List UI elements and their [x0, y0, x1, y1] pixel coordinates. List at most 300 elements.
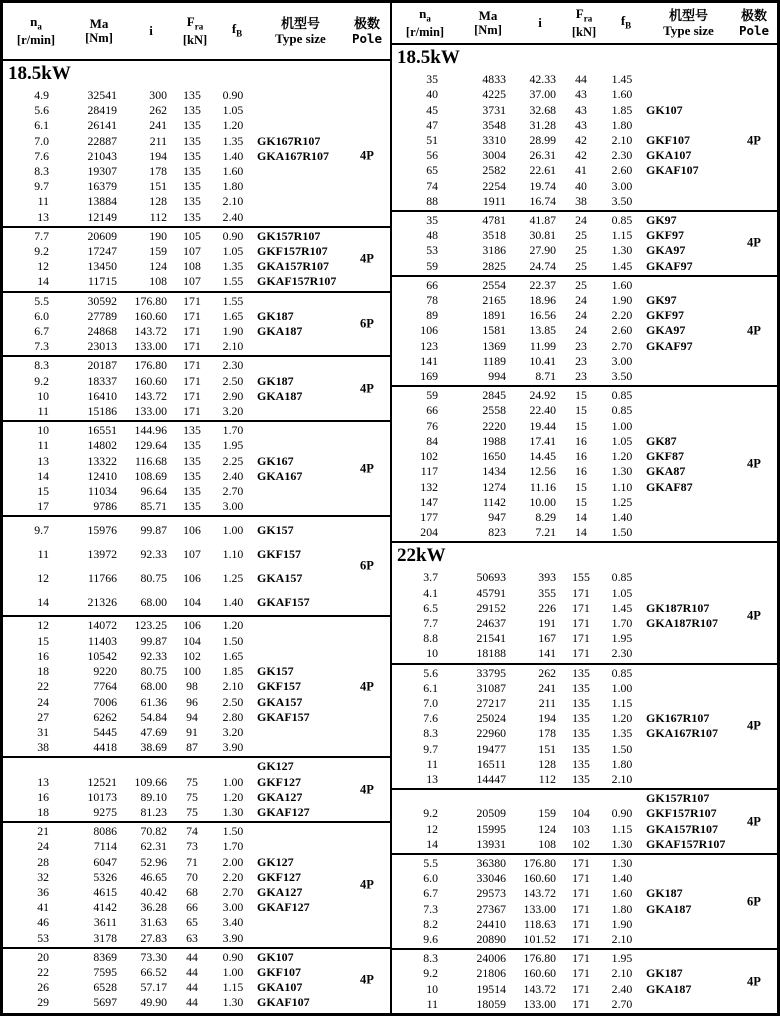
table-row	[392, 902, 777, 917]
table-header-right	[392, 3, 777, 45]
table-row	[392, 228, 777, 243]
ma-cell: 13972	[87, 547, 117, 562]
fra-cell: 171	[183, 373, 201, 388]
fb-cell: 1.80	[611, 117, 633, 132]
ma-cell: 30592	[87, 293, 117, 308]
type-size-label	[255, 210, 390, 225]
type-size-label: GKAF97	[646, 258, 693, 273]
pole-label: 4P	[360, 381, 374, 396]
i-cell: 151	[538, 741, 556, 756]
fb-cell: 0.90	[611, 806, 633, 821]
fb-cell: 1.60	[222, 164, 244, 179]
i-cell: 31.63	[140, 915, 167, 930]
pole-label: 6P	[747, 894, 761, 909]
table-row	[392, 646, 777, 661]
fra-cell: 171	[572, 615, 590, 630]
fra-cell: 171	[572, 600, 590, 615]
type-size-label	[644, 932, 777, 947]
fb-cell: 2.70	[222, 884, 244, 899]
fb-subscript: B	[236, 28, 243, 39]
table-row	[3, 149, 390, 164]
type-size-label: GK167R107	[646, 711, 710, 726]
fra-cell: 24	[575, 323, 587, 338]
fra-cell: 75	[186, 774, 198, 789]
i-cell: 38.69	[140, 740, 167, 755]
pole-label: 6P	[360, 558, 374, 573]
fra-cell: 171	[572, 931, 590, 946]
table-row	[3, 294, 390, 309]
ma-cell: 32541	[87, 88, 117, 102]
ma-cell: 9220	[93, 664, 117, 679]
na-cell: 10	[426, 981, 438, 996]
na-cell: 11	[426, 756, 438, 771]
fra-cell: 107	[183, 547, 201, 562]
fb-cell: 1.60	[611, 87, 633, 102]
fb-cell: 1.70	[222, 423, 244, 438]
i-cell: 194	[538, 711, 556, 726]
i-cell: 22.61	[529, 163, 556, 178]
i-cell: 160.60	[523, 871, 556, 886]
header-fb	[217, 22, 257, 41]
fra-subscript: ra	[194, 21, 204, 32]
na-cell: 40	[426, 87, 438, 102]
fb-cell: 2.70	[222, 484, 244, 499]
type-size-label	[644, 951, 777, 966]
pole-label: 4P	[360, 972, 374, 987]
ma-cell: 6528	[93, 980, 117, 995]
na-cell: 8.3	[423, 726, 438, 741]
fra-cell: 171	[572, 966, 590, 981]
ratio-block	[392, 210, 777, 275]
i-cell: 24.92	[529, 388, 556, 403]
fb-cell: 1.70	[611, 615, 633, 630]
ma-symbol: Ma	[478, 8, 498, 24]
na-cell: 6.1	[34, 118, 49, 133]
fra-cell: 106	[183, 523, 201, 538]
ma-cell: 5326	[93, 869, 117, 884]
ma-cell: 33795	[476, 665, 506, 680]
fb-cell: 1.50	[222, 633, 244, 648]
na-cell: 12	[426, 821, 438, 836]
fra-cell: 135	[183, 194, 201, 209]
na-unit: [r/min]	[16, 33, 56, 48]
fra-cell: 135	[183, 468, 201, 483]
i-cell: 22.37	[529, 277, 556, 292]
na-cell: 9.7	[34, 179, 49, 194]
na-cell: 31	[37, 724, 49, 739]
table-row	[392, 871, 777, 886]
ma-cell: 11766	[87, 571, 117, 586]
i-cell: 300	[149, 88, 167, 102]
ma-cell: 2554	[482, 277, 506, 292]
na-cell: 28	[37, 854, 49, 869]
fb-cell: 3.00	[611, 353, 633, 368]
na-cell: 5.6	[34, 103, 49, 118]
fb-cell: 1.40	[222, 595, 244, 610]
i-cell: 68.00	[140, 679, 167, 694]
ma-cell: 5445	[93, 724, 117, 739]
na-cell: 204	[420, 525, 438, 540]
fra-cell: 43	[575, 87, 587, 102]
fb-cell: 1.00	[222, 523, 244, 538]
table-row	[392, 742, 777, 757]
fra-cell: 40	[575, 178, 587, 193]
type-size-label: GKAF107	[257, 995, 310, 1010]
fb-cell: 2.70	[611, 996, 633, 1011]
i-cell: 109.66	[134, 774, 167, 789]
fra-cell: 25	[575, 277, 587, 292]
fb-cell: 1.40	[611, 509, 633, 524]
ma-cell: 3548	[482, 117, 506, 132]
fb-cell: 0.85	[611, 388, 633, 403]
ma-cell: 1988	[482, 433, 506, 448]
i-cell: 241	[149, 118, 167, 133]
table-row	[3, 965, 390, 980]
table-row	[392, 997, 777, 1012]
na-cell: 89	[426, 308, 438, 323]
fb-cell: 1.20	[222, 618, 244, 633]
fra-cell: 87	[186, 740, 198, 755]
table-row	[392, 932, 777, 947]
ratio-block	[3, 291, 390, 356]
i-cell: 143.72	[134, 388, 167, 403]
table-row	[3, 134, 390, 149]
i-cell: 133.00	[134, 339, 167, 354]
right-table-column	[390, 3, 777, 1013]
type-size-label: GK127	[257, 854, 294, 869]
table-row	[3, 179, 390, 194]
fb-cell: 3.40	[222, 915, 244, 930]
fb-cell: 3.00	[222, 499, 244, 514]
ma-cell: 12410	[87, 468, 117, 483]
ma-cell: 24006	[476, 951, 506, 966]
fb-cell: 2.50	[222, 694, 244, 709]
fra-cell: 107	[183, 274, 201, 289]
i-cell: 30.81	[529, 228, 556, 243]
ma-cell: 22887	[87, 133, 117, 148]
fra-cell: 96	[186, 694, 198, 709]
na-cell: 6.7	[34, 324, 49, 339]
na-subscript: a	[426, 13, 431, 24]
type-size-label: GK87	[646, 433, 677, 448]
fra-cell: 171	[183, 308, 201, 323]
ma-cell: 3004	[482, 148, 506, 163]
na-cell: 16	[37, 648, 49, 663]
fra-cell: 104	[183, 633, 201, 648]
ma-cell: 22960	[476, 726, 506, 741]
table-row	[3, 103, 390, 118]
fra-cell: 105	[183, 228, 201, 243]
fra-cell: 23	[575, 353, 587, 368]
fb-cell: 1.35	[611, 726, 633, 741]
ma-cell: 15976	[87, 523, 117, 538]
table-row	[3, 229, 390, 244]
fra-cell: 135	[183, 118, 201, 133]
i-cell: 81.23	[140, 804, 167, 819]
pole-label: 6P	[360, 316, 374, 331]
fb-cell: 1.00	[611, 418, 633, 433]
na-cell: 18	[37, 804, 49, 819]
type-size-label	[255, 423, 390, 438]
fra-unit: [kN]	[571, 25, 597, 40]
fra-cell: 171	[183, 324, 201, 339]
i-cell: 178	[149, 164, 167, 179]
pole-label: 4P	[747, 235, 761, 250]
type-size-label: GK167	[257, 453, 294, 468]
ma-cell: 18337	[87, 373, 117, 388]
fb-cell: 1.50	[611, 741, 633, 756]
fra-cell: 43	[575, 102, 587, 117]
table-row	[392, 103, 777, 118]
pole-en: Pole	[738, 22, 770, 38]
ma-cell: 29152	[476, 600, 506, 615]
pole-label: 4P	[360, 148, 374, 163]
table-row	[3, 931, 390, 946]
ratio-block	[3, 615, 390, 756]
fb-cell: 0.90	[222, 228, 244, 243]
type-size-label: GKAF107	[646, 163, 699, 178]
i-cell: 10.41	[529, 353, 556, 368]
na-cell: 13	[37, 209, 49, 224]
type-size-label: GK187	[257, 373, 294, 388]
table-row	[392, 449, 777, 464]
i-cell: 19.44	[529, 418, 556, 433]
table-row	[3, 679, 390, 694]
table-row	[3, 664, 390, 679]
type-size-label	[255, 824, 390, 839]
na-cell: 84	[426, 433, 438, 448]
fra-cell: 100	[183, 664, 201, 679]
na-cell: 11	[37, 194, 49, 209]
type-size-label: GK157	[257, 523, 294, 538]
type-size-label: GKAF87	[646, 479, 693, 494]
fra-cell: 14	[575, 509, 587, 524]
table-row	[392, 666, 777, 681]
fb-cell: 1.05	[222, 244, 244, 259]
i-cell: 18.96	[529, 293, 556, 308]
na-cell: 132	[420, 479, 438, 494]
fb-cell: 1.25	[611, 494, 633, 509]
i-cell: 143.72	[523, 981, 556, 996]
type-size-label: GK97	[646, 293, 677, 308]
table-row	[392, 434, 777, 449]
type-size-label: GK187	[646, 966, 683, 981]
table-row	[3, 469, 390, 484]
fb-cell: 2.80	[222, 709, 244, 724]
table-row	[392, 631, 777, 646]
fra-cell: 171	[572, 901, 590, 916]
fra-cell: 41	[575, 163, 587, 178]
ma-cell: 20509	[476, 806, 506, 821]
fb-cell: 1.25	[222, 571, 244, 586]
i-cell: 133.00	[134, 404, 167, 419]
pole-label: 4P	[747, 608, 761, 623]
na-cell: 6.1	[423, 680, 438, 695]
ma-cell: 16410	[87, 388, 117, 403]
type-size-label	[255, 499, 390, 514]
fra-cell: 171	[572, 981, 590, 996]
table-row	[392, 87, 777, 102]
na-cell: 7.3	[34, 339, 49, 354]
type-size-label: GKA187	[257, 388, 303, 403]
table-row	[392, 951, 777, 966]
table-row	[3, 423, 390, 438]
fb-cell: 0.85	[611, 570, 633, 585]
table-row	[3, 885, 390, 900]
fb-cell: 1.30	[222, 995, 244, 1010]
na-cell: 48	[426, 228, 438, 243]
table-row	[392, 213, 777, 228]
i-cell: 14.45	[529, 449, 556, 464]
fb-cell: 2.10	[222, 194, 244, 209]
i-cell: 11.16	[529, 479, 556, 494]
table-row	[392, 369, 777, 384]
type-size-label: GKF97	[646, 308, 684, 323]
fra-cell: 135	[572, 711, 590, 726]
fra-cell: 171	[572, 996, 590, 1011]
fb-cell: 1.80	[611, 901, 633, 916]
ma-cell: 28419	[87, 103, 117, 118]
ma-cell: 1142	[482, 494, 506, 509]
table-row	[392, 163, 777, 178]
ma-cell: 11403	[87, 633, 117, 648]
fra-cell: 171	[572, 871, 590, 886]
na-cell: 169	[420, 369, 438, 384]
type-size-label: GKF157	[257, 547, 301, 562]
pole-label: 4P	[360, 877, 374, 892]
type-size-label: GKA187	[646, 901, 692, 916]
header-pole	[731, 9, 777, 38]
ma-cell: 27789	[87, 308, 117, 323]
fb-cell: 2.70	[611, 338, 633, 353]
fb-cell: 1.20	[222, 789, 244, 804]
i-cell: 167	[538, 631, 556, 646]
type-size-label: GKA127	[257, 884, 303, 899]
i-cell: 19.74	[529, 178, 556, 193]
na-cell: 6.7	[423, 886, 438, 901]
fra-cell: 24	[575, 213, 587, 228]
fra-symbol: F	[186, 13, 195, 29]
table-row	[392, 772, 777, 787]
type-size-label	[644, 757, 777, 772]
fra-cell: 106	[183, 571, 201, 586]
fra-cell: 68	[186, 884, 198, 899]
ma-cell: 45791	[476, 585, 506, 600]
pole-label: 4P	[747, 974, 761, 989]
fra-cell: 15	[575, 403, 587, 418]
fra-cell: 65	[186, 915, 198, 930]
fb-cell: 2.00	[222, 854, 244, 869]
fra-cell: 73	[186, 839, 198, 854]
na-cell: 53	[37, 930, 49, 945]
ratio-block	[3, 87, 390, 226]
na-cell: 3.7	[423, 570, 438, 585]
fb-cell: 1.70	[222, 839, 244, 854]
fb-cell: 2.50	[222, 373, 244, 388]
fra-cell: 102	[572, 836, 590, 851]
i-cell: 26.31	[529, 148, 556, 163]
i-cell: 73.30	[140, 949, 167, 964]
ma-cell: 20890	[476, 931, 506, 946]
type-size-label: GKAF157	[257, 709, 310, 724]
ma-cell: 1581	[482, 323, 506, 338]
type-size-label: GKA167R107	[646, 726, 718, 741]
type-size-label: GKAF157	[257, 595, 310, 610]
fra-cell: 171	[572, 951, 590, 966]
fra-cell: 108	[183, 259, 201, 274]
i-cell: 52.96	[140, 854, 167, 869]
ma-cell: 3178	[93, 930, 117, 945]
table-row	[392, 822, 777, 837]
na-cell: 8.2	[423, 916, 438, 931]
na-cell: 46	[37, 915, 49, 930]
ma-cell: 2220	[482, 418, 506, 433]
i-cell: 176.80	[523, 855, 556, 870]
na-cell: 4.9	[34, 88, 49, 102]
fra-cell: 135	[572, 680, 590, 695]
fra-cell: 171	[572, 886, 590, 901]
fra-cell: 104	[572, 806, 590, 821]
i-cell: 143.72	[523, 886, 556, 901]
fra-cell: 135	[183, 88, 201, 102]
fra-cell: 135	[183, 423, 201, 438]
table-row	[392, 179, 777, 194]
i-cell: 262	[149, 103, 167, 118]
na-cell: 7.7	[34, 228, 49, 243]
na-cell: 10	[37, 423, 49, 438]
pole-label: 4P	[360, 461, 374, 476]
na-cell: 66	[426, 403, 438, 418]
i-cell: 32.68	[529, 102, 556, 117]
table-row	[3, 695, 390, 710]
ma-cell: 2165	[482, 293, 506, 308]
fra-cell: 135	[183, 484, 201, 499]
na-cell: 8.8	[423, 631, 438, 646]
type-size-label	[644, 194, 777, 209]
header-fra	[562, 7, 606, 40]
pole-label: 4P	[360, 251, 374, 266]
i-cell: 40.42	[140, 884, 167, 899]
type-size-label: GK97	[646, 213, 677, 228]
ma-cell: 27217	[476, 695, 506, 710]
na-cell: 9.2	[423, 966, 438, 981]
type-size-label	[255, 339, 390, 354]
ma-cell: 7764	[93, 679, 117, 694]
table-row	[392, 419, 777, 434]
type-size-label	[644, 87, 777, 102]
i-cell: 41.87	[529, 213, 556, 228]
fb-cell: 2.10	[222, 679, 244, 694]
na-cell: 15	[37, 633, 49, 648]
na-cell: 8.3	[34, 358, 49, 373]
fra-cell: 106	[183, 618, 201, 633]
table-row	[3, 710, 390, 725]
ma-cell: 21043	[87, 148, 117, 163]
i-cell: 176.80	[134, 293, 167, 308]
i-cell: 194	[149, 148, 167, 163]
type-size-label: GKAF157R107	[257, 274, 337, 289]
table-row	[392, 293, 777, 308]
fb-cell: 2.30	[611, 148, 633, 163]
fra-cell: 135	[572, 771, 590, 786]
na-cell: 53	[426, 243, 438, 258]
type-size-label	[644, 369, 777, 384]
fb-cell: 1.20	[611, 449, 633, 464]
na-cell: 51	[426, 133, 438, 148]
i-cell: 46.65	[140, 869, 167, 884]
header-type-size	[646, 9, 731, 38]
type-size-label	[644, 742, 777, 757]
